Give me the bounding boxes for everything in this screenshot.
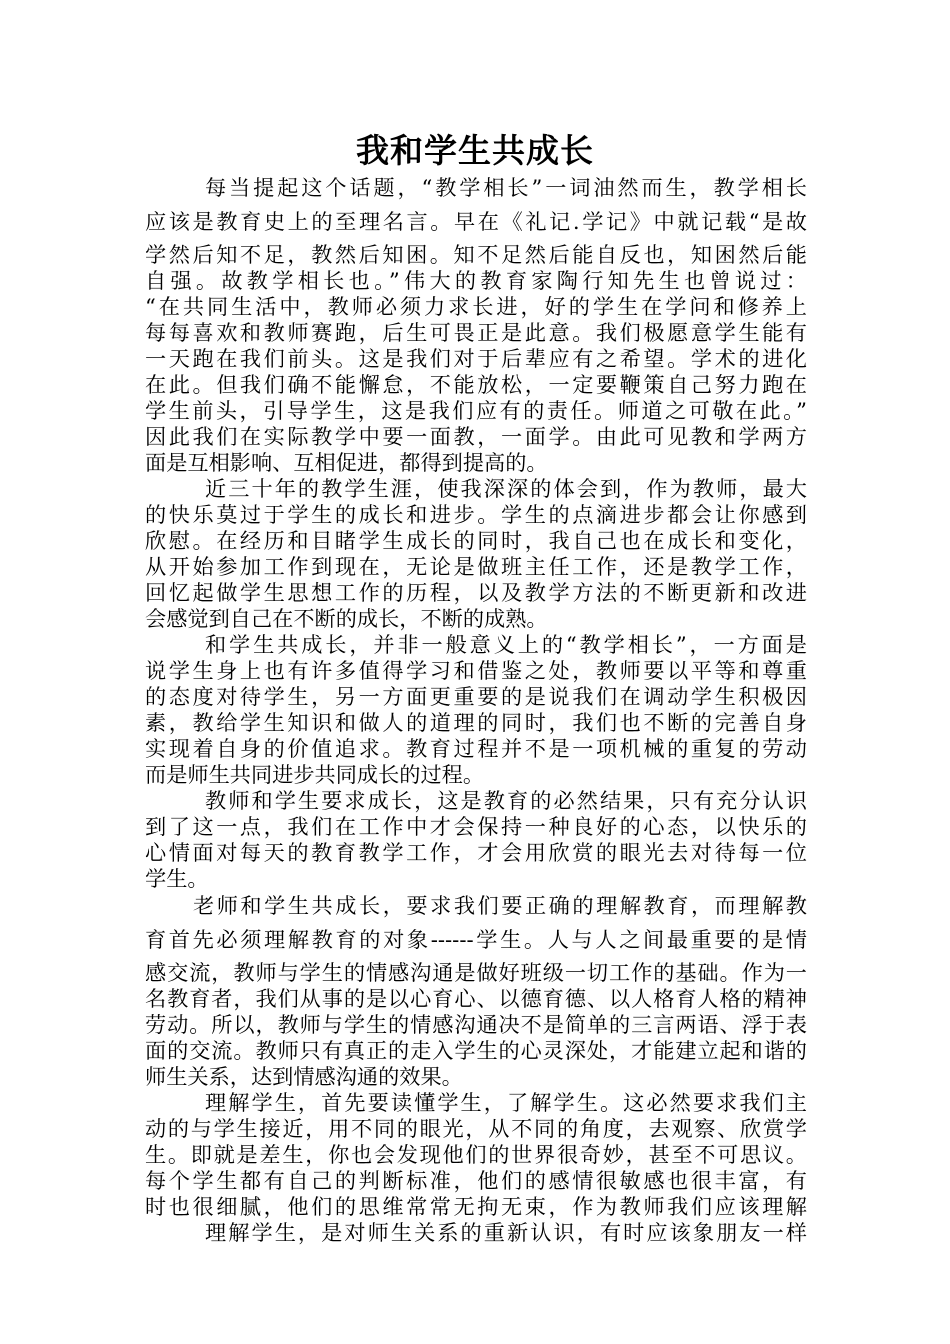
text-line: 实现着自身的价值追求。教育过程并不是一项机械的重复的劳动 — [145, 736, 807, 761]
text-line: 自强。故教学相长也。”伟大的教育家陶行知先生也曾说过： — [145, 268, 807, 293]
text-line: 老师和学生共成长，要求我们要正确的理解教育，而理解教 — [193, 893, 807, 918]
text-line: 名教育者，我们从事的是以心育心、以德育德、以人格育人格的精神 — [145, 986, 807, 1011]
text-line: 应该是教育史上的至理名言。早在《礼记.学记》中就记载“是故 — [145, 209, 807, 234]
text-line: 在此。但我们确不能懈怠，不能放松，一定要鞭策自己努力跑在 — [145, 372, 807, 397]
text-line: 而是师生共同进步共同成长的过程。 — [145, 762, 485, 787]
text-line: 时也很细腻，他们的思维常常无拘无束，作为教师我们应该理解 — [145, 1194, 807, 1219]
text-line: 和学生共成长，并非一般意义上的“教学相长”，一方面是 — [205, 632, 807, 657]
text-line: 理解学生，首先要读懂学生，了解学生。这必然要求我们主 — [205, 1090, 807, 1115]
text-line: 回忆起做学生思想工作的历程，以及教学方法的不断更新和改进 — [145, 580, 807, 605]
text-line: 动的与学生接近，用不同的眼光，从不同的角度，去观察、欣赏学 — [145, 1116, 807, 1141]
text-line: 学生前头，引导学生，这是我们应有的责任。师道之可敬在此。” — [145, 398, 807, 423]
text-line: 学然后知不足，教然后知困。知不足然后能自反也，知困然后能 — [145, 242, 807, 267]
text-line: 因此我们在实际教学中要一面教，一面学。由此可见教和学两方 — [145, 424, 807, 449]
text-line: 教师和学生要求成长，这是教育的必然结果，只有充分认识 — [205, 788, 807, 813]
text-line: 的快乐莫过于学生的成长和进步。学生的点滴进步都会让你感到 — [145, 502, 807, 527]
text-line: 师生关系，达到情感沟通的效果。 — [145, 1064, 463, 1089]
text-line: 到了这一点，我们在工作中才会保持一种良好的心态，以快乐的 — [145, 814, 807, 839]
text-line: 每个学生都有自己的判断标准，他们的感情很敏感也很丰富，有 — [145, 1168, 807, 1193]
text-line: 会感觉到自己在不断的成长，不断的成熟。 — [145, 606, 548, 631]
text-line: 感交流，教师与学生的情感沟通是做好班级一切工作的基础。作为一 — [145, 960, 807, 985]
text-line: 理解学生，是对师生关系的重新认识，有时应该象朋友一样 — [205, 1220, 807, 1245]
text-line: 近三十年的教学生涯，使我深深的体会到，作为教师，最大 — [205, 476, 807, 501]
document-body — [145, 174, 807, 1246]
text-line: 面是互相影响、互相促进，都得到提高的。 — [145, 450, 548, 475]
text-line: 素，教给学生知识和做人的道理的同时，我们也不断的完善自身 — [145, 710, 807, 735]
text-line: 育首先必须理解教育的对象------学生。人与人之间最重要的是情 — [145, 927, 807, 952]
text-line: 一天跑在我们前头。这是我们对于后辈应有之希望。学术的进化 — [145, 346, 807, 371]
text-line: 说学生身上也有许多值得学习和借鉴之处，教师要以平等和尊重 — [145, 658, 807, 683]
text-line: “在共同生活中，教师必须力求长进，好的学生在学问和修养上 — [145, 294, 807, 319]
document-title: 我和学生共成长 — [356, 131, 594, 170]
text-line: 从开始参加工作到现在，无论是做班主任工作，还是教学工作， — [145, 554, 807, 579]
text-line: 学生。 — [145, 866, 209, 891]
text-line: 生。即就是差生，你也会发现他们的世界很奇妙，甚至不可思议。 — [145, 1142, 807, 1167]
text-line: 劳动。所以，教师与学生的情感沟通决不是简单的三言两语、浮于表 — [145, 1012, 807, 1037]
text-line: 每每喜欢和教师赛跑，后生可畏正是此意。我们极愿意学生能有 — [145, 320, 807, 345]
text-line: 的态度对待学生，另一方面更重要的是说我们在调动学生积极因 — [145, 684, 807, 709]
text-line: 心情面对每天的教育教学工作，才会用欣赏的眼光去对待每一位 — [145, 840, 807, 865]
text-line: 每当提起这个话题，“教学相长”一词油然而生，教学相长 — [205, 175, 807, 200]
text-line: 欣慰。在经历和目睹学生成长的同时，我自己也在成长和变化， — [145, 528, 807, 553]
text-line: 面的交流。教师只有真正的走入学生的心灵深处，才能建立起和谐的 — [145, 1038, 807, 1063]
